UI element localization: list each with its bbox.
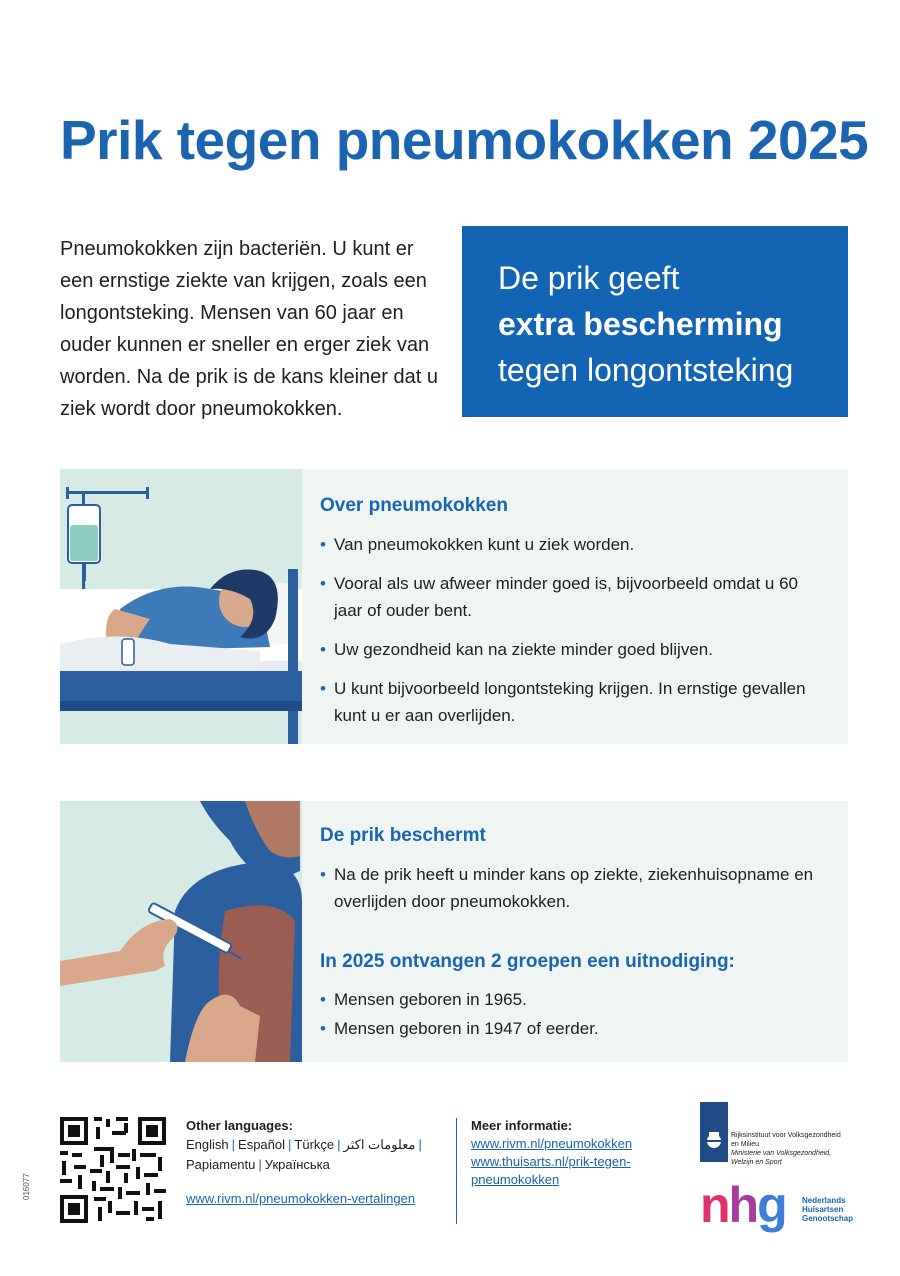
callout-line-2: extra bescherming: [498, 306, 783, 342]
other-languages-heading: Other languages:: [186, 1118, 293, 1133]
language-spanish-link[interactable]: Español: [238, 1137, 286, 1152]
vaccination-illustration: [60, 801, 302, 1062]
page-title: Prik tegen pneumokokken 2025: [60, 109, 869, 171]
invitation-heading: In 2025 ontvangen 2 groepen een uitnodiging:: [320, 951, 735, 972]
more-info-heading: Meer informatie:: [471, 1118, 573, 1133]
list-item: • Mensen geboren in 1947 of eerder.: [320, 1015, 830, 1042]
list-item: • U kunt bijvoorbeeld longontsteking krijgen. In ernstige gevallen kunt u er aan overlijden.: [320, 675, 830, 729]
list-item: • Na de prik heeft u minder kans op ziekte, ziekenhuisopname en overlijden door pneumokokken.: [320, 861, 830, 915]
hospital-bed-illustration: [60, 469, 302, 744]
rivm-info-link[interactable]: www.rivm.nl/pneumokokken: [471, 1136, 633, 1151]
intro-text: Pneumokokken zijn bacteriën. U kunt er een ernstige ziekte van krijgen, zoals een longontsteking. Mensen van 60 jaar en ouder kunnen er sneller en erger ziek van worden. Na de prik is de kans kleiner dat u ziek wordt door pneumokokken.: [60, 238, 438, 420]
callout-line-1: De prik geeft: [498, 260, 680, 296]
more-info-links: [471, 1135, 671, 1189]
language-papiamentu-link[interactable]: Papiamentu: [186, 1157, 256, 1172]
panel-vaccine-protects: [60, 801, 848, 1062]
rivm-name: Rijksinstituut voor Volksgezondheid en Milieu Ministerie van Volksgezondheid, Welzijn en Sport: [731, 1132, 841, 1166]
panel-vaccine-heading: De prik beschermt: [320, 825, 486, 846]
list-item: • Mensen geboren in 1965.: [320, 986, 830, 1013]
panel-vaccine-list: [320, 861, 830, 917]
panel-about-list: [320, 531, 830, 741]
footer: [0, 1100, 900, 1276]
language-ukrainian-link[interactable]: Українська: [264, 1157, 330, 1172]
document-code: 016077: [22, 1173, 31, 1200]
language-english-link[interactable]: English: [186, 1137, 229, 1152]
nhg-name: Nederlands Huisartsen Genootschap: [802, 1196, 854, 1223]
panel-about-heading: Over pneumokokken: [320, 495, 508, 516]
thuisarts-link-line-2[interactable]: pneumokokken: [471, 1172, 560, 1187]
thuisarts-link-line-1[interactable]: www.thuisarts.nl/prik-tegen-: [471, 1154, 631, 1169]
footer-divider: [456, 1118, 457, 1224]
list-item: • Uw gezondheid kan na ziekte minder goed blijven.: [320, 636, 830, 663]
rivm-logo-icon: [700, 1102, 728, 1162]
nhg-logo: nhg: [700, 1177, 786, 1233]
language-arabic-link[interactable]: معلومات اكثر: [343, 1137, 416, 1152]
qr-code-icon[interactable]: [60, 1117, 166, 1223]
list-item: • Van pneumokokken kunt u ziek worden.: [320, 531, 830, 558]
invitation-list: [320, 986, 830, 1044]
list-item: • Vooral als uw afweer minder goed is, bijvoorbeeld omdat u 60 jaar of ouder bent.: [320, 570, 830, 624]
language-list: English | Español | Türkçe | معلومات اكثر | Papiamentu | Українська: [186, 1137, 422, 1172]
panel-about-pneumococci: [60, 469, 848, 744]
callout-box: [462, 226, 848, 417]
translations-link[interactable]: www.rivm.nl/pneumokokken-vertalingen: [186, 1191, 416, 1206]
language-turkish-link[interactable]: Türkçe: [294, 1137, 335, 1152]
callout-line-3: tegen longontsteking: [498, 352, 794, 388]
